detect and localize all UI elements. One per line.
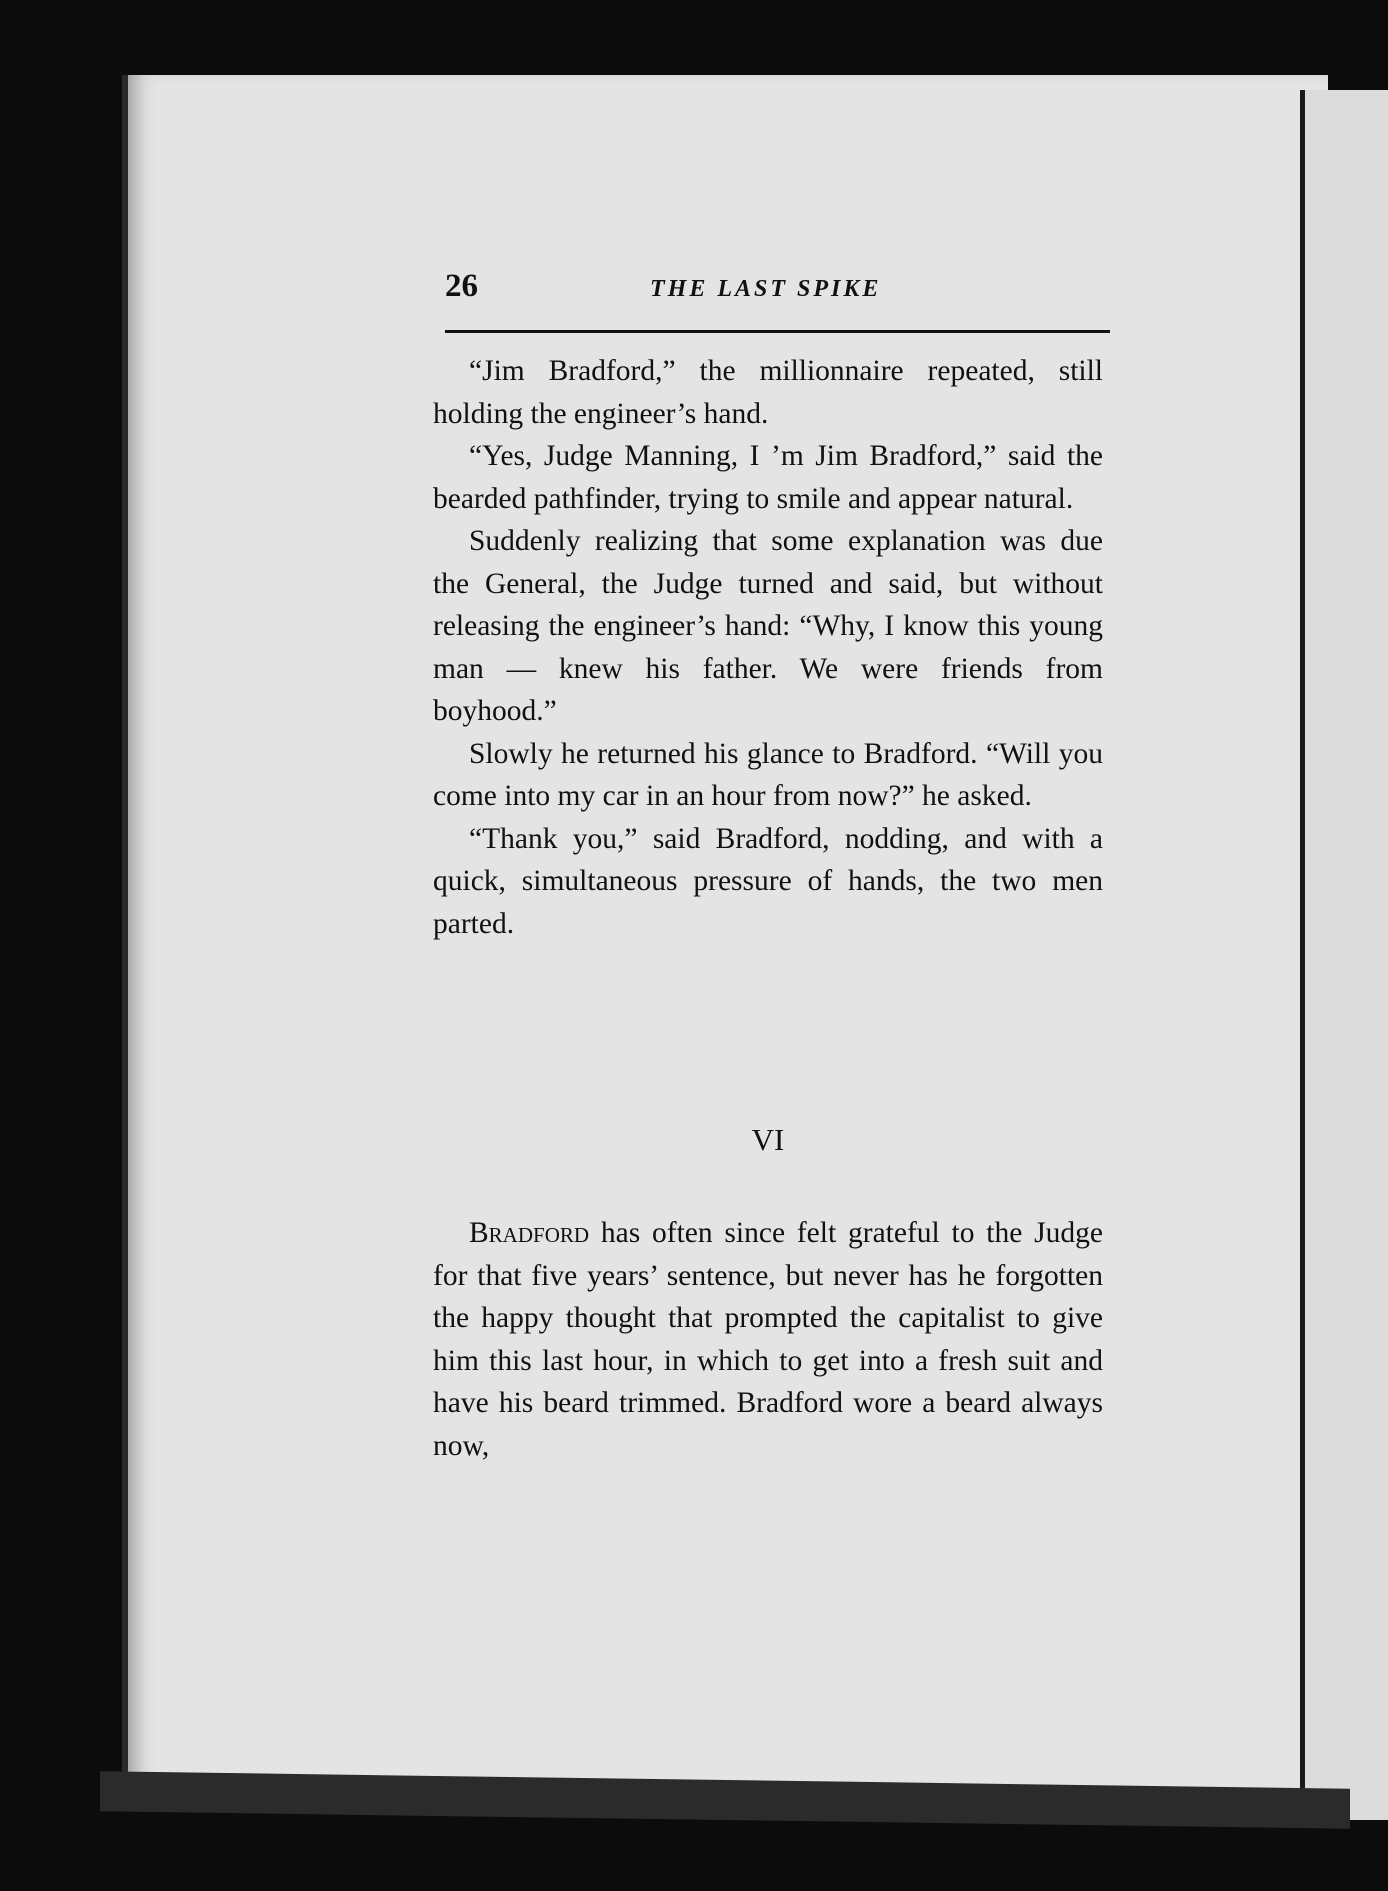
paragraph: “Jim Bradford,” the millionnaire repeated, still holding the engineer’s hand. [433,355,1103,430]
section-paragraph [433,1212,1103,1467]
running-title: THE LAST SPIKE [650,276,882,302]
page-number: 26 [445,268,478,304]
paragraph: “Thank you,” said Bradford, nodding, and with a quick, simultaneous pressure of hands, the two men parted. [433,822,1103,940]
paragraph: “Yes, Judge Manning, I ’m Jim Bradford,” said the bearded pathfinder, trying to smile and appear natural. [433,440,1103,515]
section-paragraph-text: has often since felt grateful to the Judge for that five years’ sentence, but never has he forgotten the happy thought that prompted the capitalist to give him this last hour, in which to get into a fresh suit and have his beard trimmed. Bradford wore a beard always now, [433,1217,1103,1462]
body-text-top [433,350,1103,945]
paragraph: Slowly he returned his glance to Bradford. “Will you come into my car in an hour from now?” he asked. [433,737,1103,812]
facing-page-edge [1300,90,1388,1820]
paragraph: Suddenly realizing that some explanation was due the General, the Judge turned and said, but without releasing the engineer’s hand: “Why, I know this young man — knew his father. We were friends from boyhood.” [433,525,1103,727]
section-heading: VI [751,1122,785,1157]
body-text-section [433,1212,1103,1467]
running-header [445,262,1110,322]
lead-word: Bradford [469,1217,590,1249]
header-rule [445,330,1110,333]
